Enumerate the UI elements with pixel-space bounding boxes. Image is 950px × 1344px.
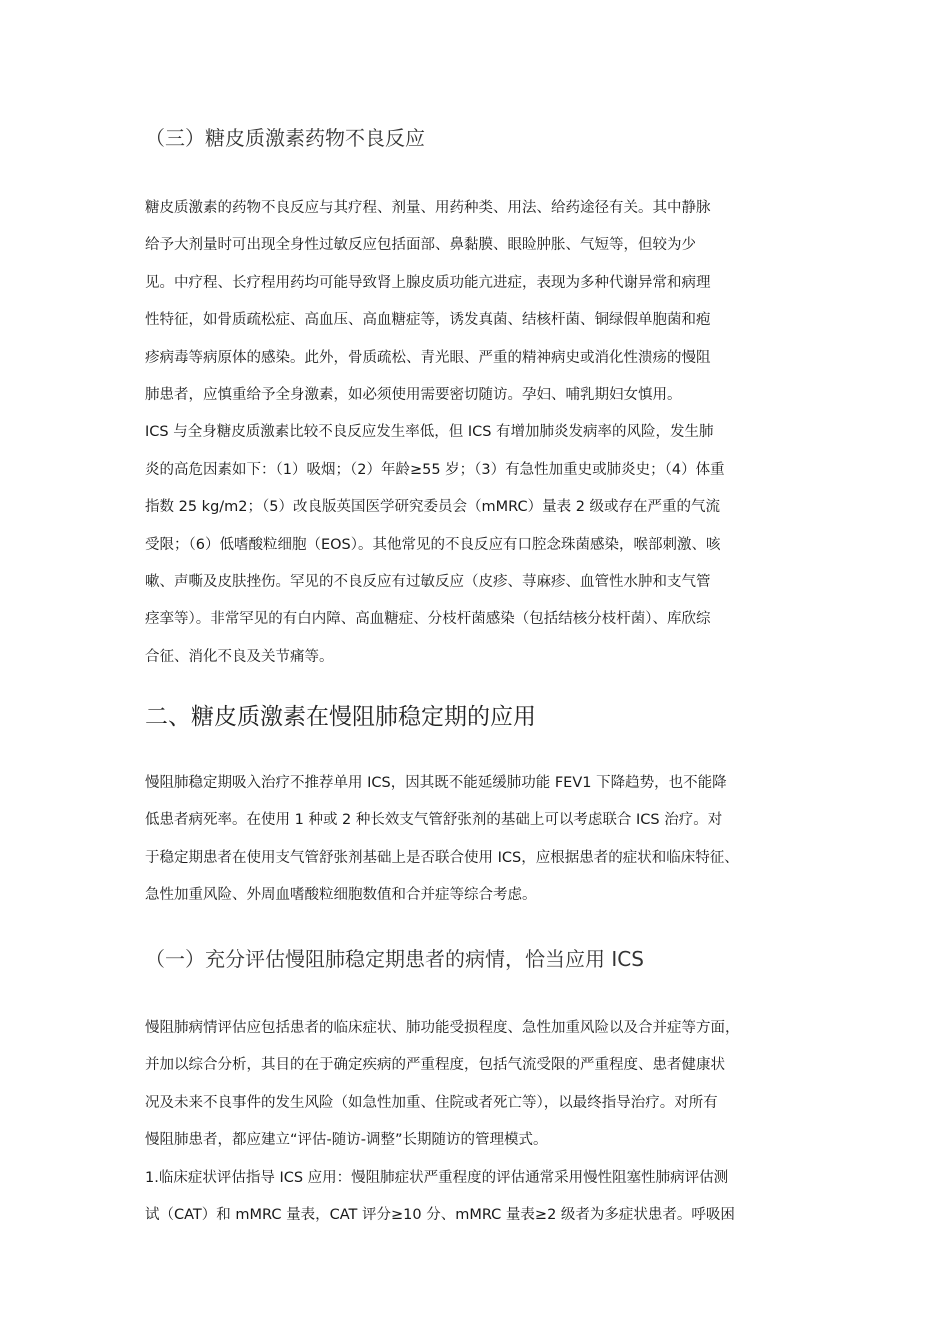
text-line: ICS 与全身糖皮质激素比较不良反应发生率低，但 ICS 有增加肺炎发病率的风险，发生肺 xyxy=(145,424,714,441)
paragraph-stable-period xyxy=(145,765,825,915)
text-line: 慢阻肺稳定期吸入治疗不推荐单用 ICS，因其既不能延缓肺功能 FEV1 下降趋势，也不能降 xyxy=(145,775,727,791)
text-line: 性特征，如骨质疏松症、高血压、高血糖症等，诱发真菌、结核杆菌、铜绿假单胞菌和疱 xyxy=(145,312,711,329)
text-line: 并加以综合分析，其目的在于确定疾病的严重程度，包括气流受限的严重程度、患者健康状 xyxy=(145,1057,725,1074)
text-line: 嗽、声嘶及皮肤挫伤。罕见的不良反应有过敏反应（皮疹、荨麻疹、血管性水肿和支气管 xyxy=(145,573,711,590)
paragraph-adverse-reactions xyxy=(145,190,825,676)
section-2-heading: 二、糖皮质激素在慢阻肺稳定期的应用 xyxy=(145,704,536,730)
text-line: 糖皮质激素的药物不良反应与其疗程、剂量、用药种类、用法、给药途径有关。其中静脉 xyxy=(145,200,711,216)
text-line: 肺患者，应慎重给予全身激素，如必须使用需要密切随访。孕妇、哺乳期妇女慎用。 xyxy=(145,386,682,403)
text-line: 况及未来不良事件的发生风险（如急性加重、住院或者死亡等），以最终指导治疗。对所有 xyxy=(145,1094,718,1111)
text-line: 低患者病死率。在使用 1 种或 2 种长效支气管舒张剂的基础上可以考虑联合 ICS 治疗。对 xyxy=(145,812,723,829)
text-line: 痉挛等）。非常罕见的有白内障、高血糖症、分枝杆菌感染（包括结核分枝杆菌）、库欣综 xyxy=(145,611,711,628)
section-3-heading: （三）糖皮质激素药物不良反应 xyxy=(145,126,425,150)
paragraph-assessment xyxy=(145,1010,825,1234)
text-line: 炎的高危因素如下：（1）吸烟；（2）年龄≥55 岁；（3）有急性加重史或肺炎史；（4）体重 xyxy=(145,461,725,478)
text-line: 于稳定期患者在使用支气管舒张剂基础上是否联合使用 ICS，应根据患者的症状和临床特征、 xyxy=(145,849,739,866)
text-line: 急性加重风险、外周血嗜酸粒细胞数值和合并症等综合考虑。 xyxy=(145,887,537,904)
section-2-1-heading: （一）充分评估慢阻肺稳定期患者的病情，恰当应用 ICS xyxy=(145,947,644,971)
text-line: 1.临床症状评估指导 ICS 应用：慢阻肺症状严重程度的评估通常采用慢性阻塞性肺病评估测 xyxy=(145,1169,729,1186)
text-line: 合征、消化不良及关节痛等。 xyxy=(145,648,334,665)
text-line: 疹病毒等病原体的感染。此外，骨质疏松、青光眼、严重的精神病史或消化性溃疡的慢阻 xyxy=(145,349,711,366)
text-line: 慢阻肺病情评估应包括患者的临床症状、肺功能受损程度、急性加重风险以及合并症等方面， xyxy=(145,1020,740,1036)
text-line: 慢阻肺患者，都应建立“评估-随访-调整”长期随访的管理模式。 xyxy=(145,1132,548,1149)
text-line: 指数 25 kg/m2；（5）改良版英国医学研究委员会（mMRC）量表 2 级或存在严重的气流 xyxy=(145,499,721,516)
text-line: 受限；（6）低嗜酸粒细胞（EOS）。其他常见的不良反应有口腔念珠菌感染，喉部刺激、咳 xyxy=(145,536,721,553)
text-line: 试（CAT）和 mMRC 量表，CAT 评分≥10 分、mMRC 量表≥2 级者为多症状患者。呼吸困 xyxy=(145,1206,735,1223)
text-line: 见。中疗程、长疗程用药均可能导致肾上腺皮质功能亢进症，表现为多种代谢异常和病理 xyxy=(145,274,711,291)
text-line: 给予大剂量时可出现全身性过敏反应包括面部、鼻黏膜、眼睑肿胀、气短等，但较为少 xyxy=(145,237,696,254)
